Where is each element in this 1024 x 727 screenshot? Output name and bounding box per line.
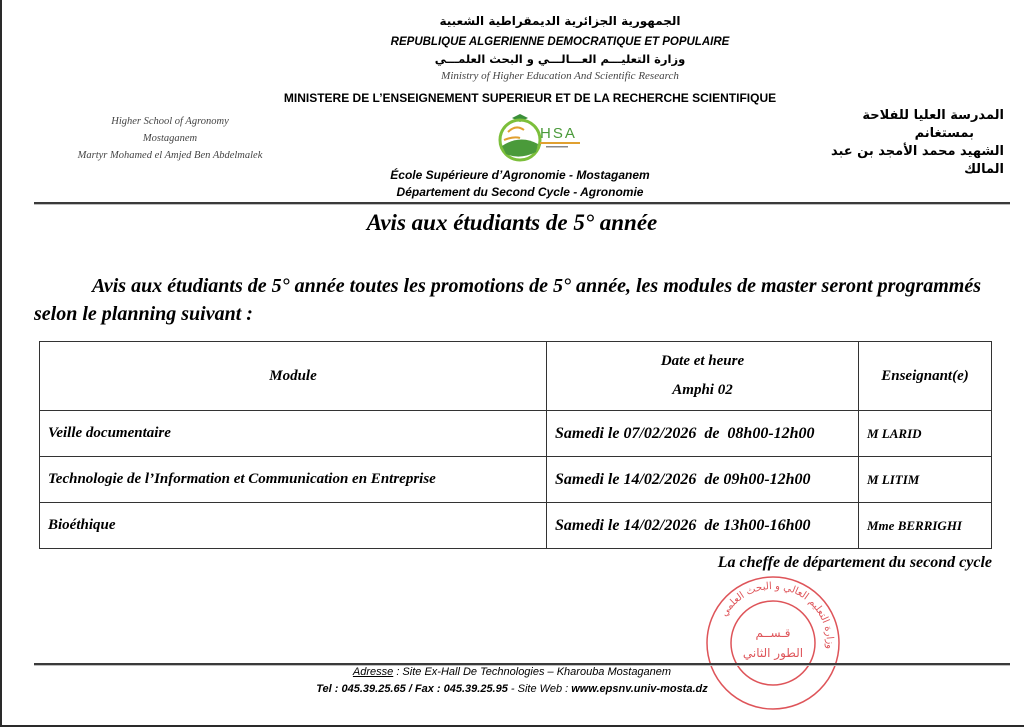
phone-fax: Tel : 045.39.25.65 / Fax : 045.39.25.95 [316,683,508,695]
stamp-line: الطور الثاني [742,646,804,660]
date-header-line: Date et heure [660,353,745,369]
hsa-logo [490,110,590,166]
table-row [40,411,992,457]
school-name: École Supérieure d’Agronomie - Mostaganem [390,168,650,182]
address-label: Adresse [352,666,394,678]
teacher-cell: M LITIM [859,457,992,503]
date-cell: Samedi le 14/02/2026 de 09h00-12h00 [547,457,859,503]
teacher-cell: M LARID [859,411,992,457]
school-name-english [40,113,300,164]
english-ministry-heading: Ministry of Higher Education And Scientific Research [441,70,679,82]
school-name-arabic [800,107,1004,179]
schedule-table [39,341,992,549]
room-header-line: Amphi 02 [672,382,733,398]
school-line: الشهيد محمد الأمجد بن عبد المالك [830,144,1004,177]
column-header-teacher: Enseignant(e) [859,342,992,411]
table-row [40,503,992,549]
footer-divider [34,663,1010,665]
logo-text: HSA [540,125,577,142]
notice-intro: Avis aux étudiants de 5° année toutes les promotions de 5° année, les modules de master seront programmés selon le planning suivant : [34,275,982,325]
school-line: Mostaganem [142,133,198,144]
stamp-line: قـســم [755,626,791,640]
arabic-ministry-heading: وزارة التعليـــم العـــالـــي و البحث العلمـــي [434,52,686,66]
module-cell: Veille documentaire [40,411,547,457]
school-line: Martyr Mohamed el Amjed Ben Abdelmalek [77,150,263,161]
arabic-republic-heading: الجمهورية الجزائرية الديمقراطية الشعبية [439,14,681,28]
teacher-cell: Mme BERRIGHI [859,503,992,549]
school-line: بمستغانم [914,126,974,141]
date-cell: Samedi le 07/02/2026 de 08h00-12h00 [547,411,859,457]
address-value: : Site Ex-Hall De Technologies – Kharouba Mostaganem [393,666,672,678]
table-header-row [40,342,992,411]
footer-address [200,666,824,678]
school-line: Higher School of Agronomy [111,116,229,127]
column-header-date [547,342,859,411]
department-name: Département du Second Cycle - Agronomie [396,185,644,199]
website-link[interactable]: www.epsnv.univ-mosta.dz [571,683,708,695]
module-cell: Technologie de l’Information et Communication en Entreprise [40,457,547,503]
website-label: - Site Web : [507,683,572,695]
stamp-ring-text: وزارة التعليم العالي و البحث العلمي [718,580,836,650]
column-header-module: Module [40,342,547,411]
notice-title: Avis aux étudiants de 5° année [366,210,658,235]
footer-contact [200,683,824,695]
french-republic-heading: REPUBLIQUE ALGERIENNE DEMOCRATIQUE ET POPULAIRE [390,36,730,48]
table-row [40,457,992,503]
french-ministry-heading: MINISTERE DE L’ENSEIGNEMENT SUPERIEUR ET DE LA RECHERCHE SCIENTIFIQUE [283,91,777,105]
school-line: المدرسة العليا للفلاحة [862,108,1004,123]
module-cell: Bioéthique [40,503,547,549]
header-divider [34,202,1010,204]
date-cell: Samedi le 14/02/2026 de 13h00-16h00 [547,503,859,549]
signature-title: La cheffe de département du second cycle [717,554,992,571]
